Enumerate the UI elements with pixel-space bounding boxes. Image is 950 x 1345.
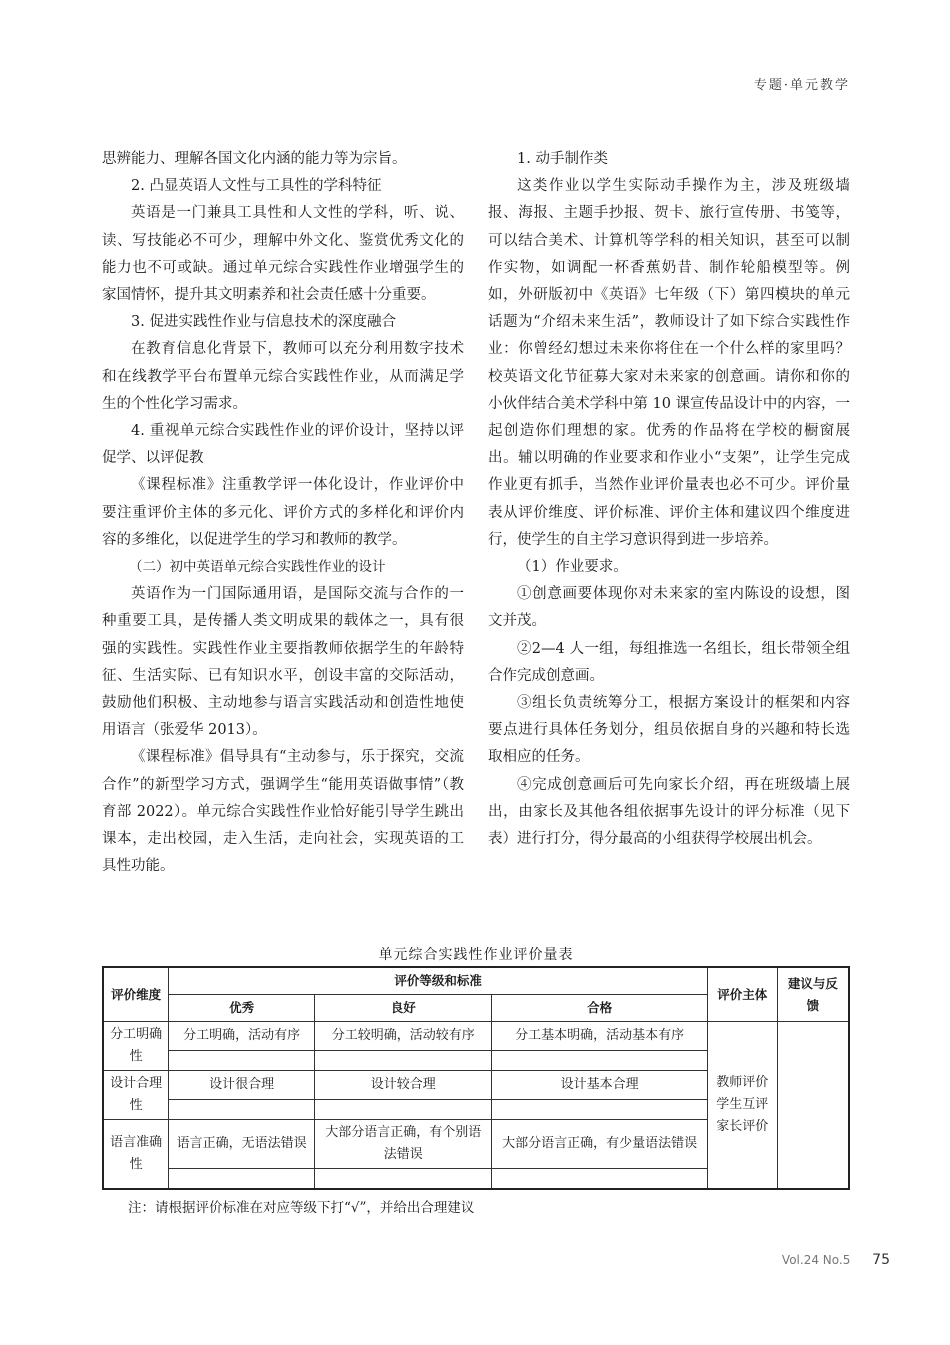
subheading: 2. 凸显英语人文性与工具性的学科特征 [131, 178, 382, 195]
paragraph: 在教育信息化背景下，教师可以充分利用数字技术和在线教学平台布置单元综合实践性作业，从而满足学生的个性化学习需求。 [102, 341, 464, 412]
subheading: （1）作业要求。 [517, 559, 628, 576]
blank-cell [492, 1169, 707, 1189]
subheading: 3. 促进实践性作业与信息技术的深度融合 [131, 314, 396, 331]
cell-advice [777, 1022, 849, 1189]
requirement-item: ②2—4 人一组，每组推选一名组长，组长带领全组合作完成创意画。 [488, 640, 850, 684]
blank-cell [169, 1051, 315, 1071]
requirement-item: ③组长负责统筹分工，根据方案设计的框架和内容要点进行具体任务划分，组员依据自身的兴趣和特长选取相应的任务。 [488, 695, 850, 766]
header-advice: 建议与反馈 [777, 967, 849, 1022]
blank-cell [169, 1100, 315, 1120]
section-heading: （二）初中英语单元综合实践性作业的设计 [129, 559, 386, 576]
cell-excellent: 分工明确，活动有序 [169, 1022, 315, 1051]
header-levels: 评价等级和标准 [169, 967, 707, 995]
cell-pass: 大部分语言正确，有少量语法错误 [492, 1120, 707, 1169]
blank-cell [492, 1051, 707, 1071]
page-number: 75 [872, 1252, 890, 1268]
header-pass: 合格 [492, 995, 707, 1022]
right-column [488, 146, 850, 853]
cell-subject: 教师评价学生互评家长评价 [707, 1022, 777, 1189]
header-subject: 评价主体 [707, 967, 777, 1022]
section-header: 专题·单元教学 [753, 78, 850, 93]
paragraph: 《课程标准》倡导具有“主动参与，乐于探究，交流合作”的新型学习方式，强调学生“能用英语做事情”（教育部 2022）。单元综合实践性作业恰好能引导学生跳出课本，走出校园，走入生活，走向社会，实现英语的工具性功能。 [102, 749, 464, 875]
cell-excellent: 语言正确，无语法错误 [169, 1120, 315, 1169]
page-footer [782, 1252, 890, 1268]
blank-cell [314, 1169, 492, 1189]
left-column [102, 146, 464, 880]
cell-good: 大部分语言正确，有个别语法错误 [314, 1120, 492, 1169]
volume-label: Vol.24 No.5 [781, 1253, 851, 1267]
header-dimension: 评价维度 [103, 967, 169, 1022]
subheading: 4. 重视单元综合实践性作业的评价设计，坚持以评促学、以评促教 [102, 423, 464, 467]
paragraph: 这类作业以学生实际动手操作为主，涉及班级墙报、海报、主题手抄报、贺卡、旅行宣传册、书笺等，可以结合美术、计算机等学科的相关知识，甚至可以制作实物，如调配一杯香蕉奶昔、制作轮船模型等。例如，外研版初中《英语》七年级（下）第四模块的单元话题为“介绍未来生活”，教师设计了如下综合实践性作业：你曾经幻想过未来你将住在一个什么样的家里吗？校英语文化节征募大家对未来家的创意画。请你和你的小伙伴结合美术学科中第 10 课宣传品设计中的内容，一起创造你们理想的家。优秀的作品将在学校的橱窗展出。辅以明确的作业要求和作业小“支架”，让学生完成作业更有抓手，当然作业评价量表也必不可少。评价量表从评价维度、评价标准、评价主体和建议四个维度进行，使学生的自主学习意识得到进一步培养。 [488, 178, 850, 548]
table-title: 单元综合实践性作业评价量表 [378, 947, 574, 963]
cell-good: 设计较合理 [314, 1071, 492, 1100]
paragraph: 英语是一门兼具工具性和人文性的学科，听、说、读、写技能必不可少，理解中外文化、鉴赏优秀文化的能力也不可或缺。通过单元综合实践性作业增强学生的家国情怀，提升其文明素养和社会责任感十分重要。 [102, 205, 464, 304]
blank-cell [314, 1100, 492, 1120]
blank-cell [314, 1051, 492, 1071]
paragraph: 思辨能力、理解各国文化内涵的能力等为宗旨。 [102, 151, 407, 167]
subheading: 1. 动手制作类 [517, 151, 608, 167]
evaluation-table [102, 966, 850, 1190]
requirement-item: ④完成创意画后可先向家长介绍，再在班级墙上展出，由家长及其他各组依据事先设计的评分标准（见下表）进行打分，得分最高的小组获得学校展出机会。 [488, 776, 850, 848]
cell-excellent: 设计很合理 [169, 1071, 315, 1100]
header-excellent: 优秀 [169, 995, 315, 1022]
header-good: 良好 [314, 995, 492, 1022]
requirement-item: ①创意画要体现你对未来家的室内陈设的设想，图文并茂。 [488, 586, 850, 630]
cell-good: 分工较明确，活动较有序 [314, 1022, 492, 1051]
cell-pass: 分工基本明确，活动基本有序 [492, 1022, 707, 1051]
table-note: 注：请根据评价标准在对应等级下打“√”，并给出合理建议 [128, 1200, 475, 1216]
cell-pass: 设计基本合理 [492, 1071, 707, 1100]
row-dimension: 分工明确性 [103, 1022, 169, 1071]
row-dimension: 语言准确性 [103, 1120, 169, 1189]
row-dimension: 设计合理性 [103, 1071, 169, 1120]
blank-cell [169, 1169, 315, 1189]
paragraph: 《课程标准》注重教学评一体化设计，作业评价中要注重评价主体的多元化、评价方式的多样化和评价内容的多维化，以促进学生的学习和教师的教学。 [102, 477, 464, 548]
blank-cell [492, 1100, 707, 1120]
paragraph: 英语作为一门国际通用语，是国际交流与合作的一种重要工具，是传播人类文明成果的载体之一，具有很强的实践性。实践性作业主要指教师依据学生的年龄特征、生活实际、已有知识水平，创设丰富的交际活动，鼓励他们积极、主动地参与语言实践活动和创造性地使用语言（张爱华 2013）。 [102, 586, 464, 739]
